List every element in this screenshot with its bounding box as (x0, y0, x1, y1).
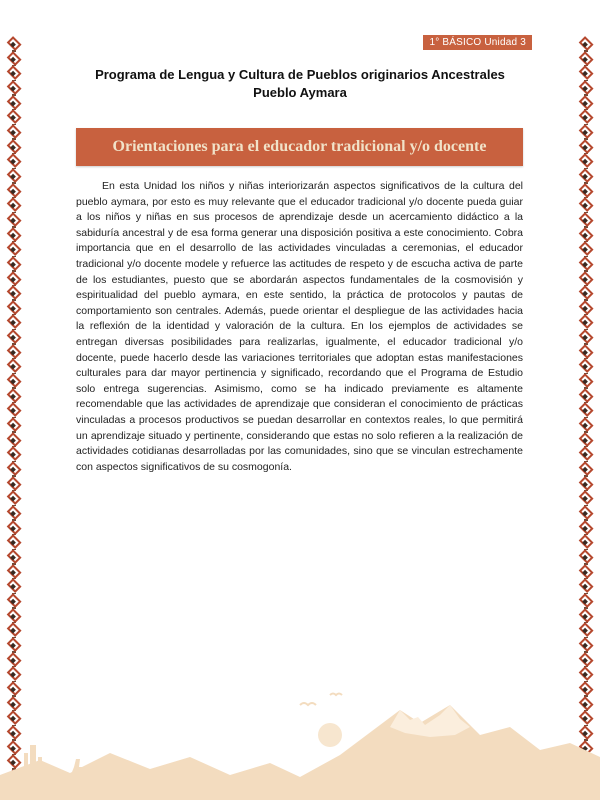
border-motif (578, 388, 593, 403)
border-motif (6, 271, 21, 286)
border-motif (6, 285, 21, 300)
border-motif (578, 344, 593, 359)
border-motif (6, 183, 21, 198)
border-motif (6, 197, 21, 212)
border-motif (6, 403, 21, 418)
border-motif (6, 300, 21, 315)
border-motif (578, 315, 593, 330)
border-motif (578, 285, 593, 300)
border-motif (578, 212, 593, 227)
border-motif (578, 549, 593, 564)
border-motif (6, 36, 21, 51)
border-motif (6, 227, 21, 242)
border-motif (6, 329, 21, 344)
border-motif (578, 432, 593, 447)
border-motif (578, 227, 593, 242)
border-motif (578, 534, 593, 549)
border-motif (6, 139, 21, 154)
border-motif (578, 417, 593, 432)
border-motif (578, 124, 593, 139)
border-motif (578, 578, 593, 593)
border-motif (6, 578, 21, 593)
landscape-illustration (0, 665, 600, 800)
border-motif (6, 432, 21, 447)
border-motif (6, 608, 21, 623)
border-motif (578, 109, 593, 124)
border-motif (578, 168, 593, 183)
border-motif (6, 241, 21, 256)
border-motif (6, 505, 21, 520)
border-motif (6, 446, 21, 461)
border-motif (6, 256, 21, 271)
border-motif (6, 622, 21, 637)
birds (300, 694, 342, 706)
border-motif (6, 564, 21, 579)
body-paragraph: En esta Unidad los niños y niñas interiorizarán aspectos significativos de la cultura del pueblo aymara, por esto es muy relevante que el educador tradicional y/o docente pueda guiar a los niños y niñas en sus procesos de aprendizaje desde un acercamiento didáctico a la sabiduría ancestral y de esa forma generar una disposición positiva a este conocimiento. Cobra importancia que en el desarrollo de las actividades vinculadas a ceremonias, el educador tradicional y/o docente modele y refuerce las actitudes de respeto y de escucha activa de parte de los estudiantes, puesto que se abordarán aspectos fundamentales de la cosmovisión y espiritualidad del pueblo aymara, en este sentido, la práctica de protocolos y pautas de comportamiento son centrales. Además, puede orientar el despliegue de las actividades hacia la reflexión de la identidad y valoración de la cultura. En los ejemplos de actividades se entregan diversas posibilidades para realizarlas, igualmente, el educador tradicional y/o docente, puede hacerlo desde las variaciones territoriales que adoptan estas manifestaciones culturales para dar mayor pertinencia y significado, recordando que el Programa de Estudio solo entrega sugerencias. Asimismo, como se ha indicado previamente es altamente recomendable que las actividades de aprendizaje que consideran el conocimiento de prácticas vinculadas a procesos productivos se puedan desarrollar en contextos reales, lo que permitirá un aprendizaje situado y pertinente, considerando que estas no solo refieren a la realización de actividades cotidianas desarrolladas por las comunidades, sino que se vinculan estrechamente con aspectos significativos de su cosmogonía. (76, 180, 523, 473)
border-motif (6, 315, 21, 330)
border-motif (578, 256, 593, 271)
border-motif (578, 36, 593, 51)
border-motif (6, 520, 21, 535)
border-motif (6, 388, 21, 403)
sun (318, 723, 342, 747)
border-motif (578, 197, 593, 212)
border-motif (578, 271, 593, 286)
border-motif (578, 300, 593, 315)
border-motif (6, 109, 21, 124)
border-motif (6, 359, 21, 374)
border-motif (578, 403, 593, 418)
border-motif (578, 564, 593, 579)
border-motif (578, 622, 593, 637)
border-motif (578, 520, 593, 535)
border-motif (6, 417, 21, 432)
border-motif (6, 534, 21, 549)
border-motif (578, 593, 593, 608)
border-motif (6, 593, 21, 608)
border-motif (6, 549, 21, 564)
border-motif (6, 373, 21, 388)
border-motif (578, 329, 593, 344)
section-heading: Orientaciones para el educador tradicional y/o docente (76, 128, 523, 166)
border-motif (6, 168, 21, 183)
border-motif (6, 476, 21, 491)
border-motif (6, 124, 21, 139)
mountain-range (0, 705, 600, 800)
border-motif (6, 51, 21, 66)
document-title (0, 66, 600, 102)
border-motif (6, 637, 21, 652)
border-motif (578, 461, 593, 476)
title-line-2: Pueblo Aymara (253, 85, 347, 100)
border-motif (578, 476, 593, 491)
unit-badge: 1° BÁSICO Unidad 3 (423, 35, 532, 50)
border-motif (6, 344, 21, 359)
border-motif (578, 637, 593, 652)
border-motif (578, 505, 593, 520)
border-motif (578, 51, 593, 66)
border-motif (578, 139, 593, 154)
border-motif (6, 153, 21, 168)
border-motif (578, 153, 593, 168)
border-motif (6, 490, 21, 505)
border-motif (578, 241, 593, 256)
border-motif (578, 183, 593, 198)
cactus (30, 745, 36, 785)
border-motif (578, 446, 593, 461)
border-motif (578, 608, 593, 623)
border-motif (578, 373, 593, 388)
border-motif (6, 461, 21, 476)
title-line-1: Programa de Lengua y Cultura de Pueblos originarios Ancestrales (95, 67, 505, 82)
border-motif (578, 359, 593, 374)
border-motif (6, 212, 21, 227)
border-motif (578, 490, 593, 505)
